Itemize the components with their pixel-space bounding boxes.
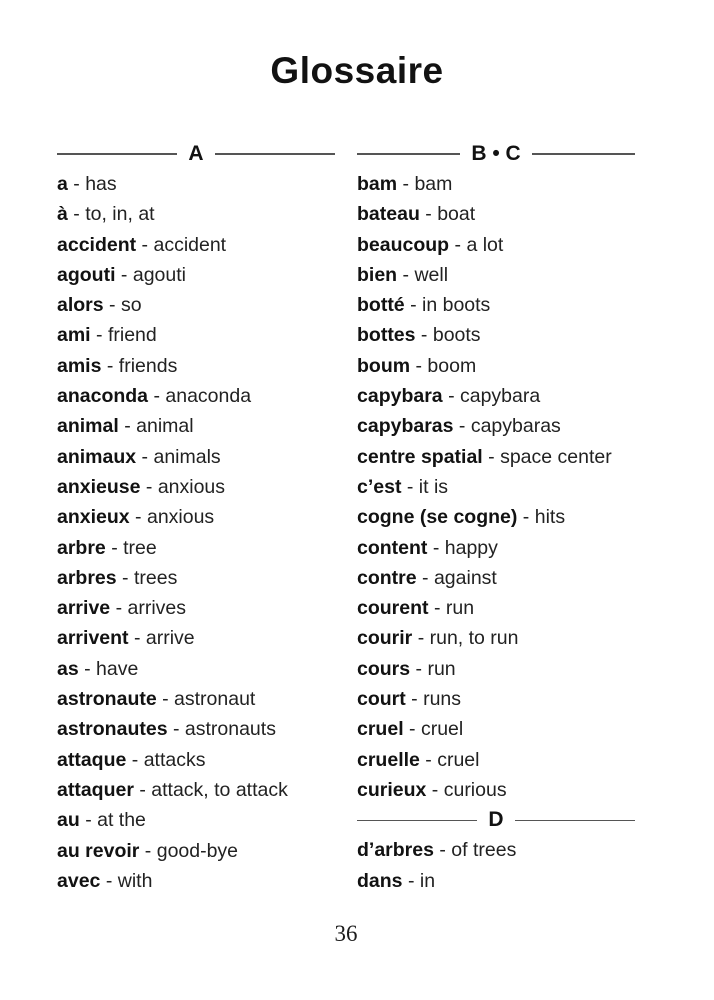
separator: - <box>115 597 123 620</box>
term-french: agouti <box>57 263 116 286</box>
term-french: curieux <box>357 778 427 801</box>
definition-english: accident <box>153 233 227 256</box>
glossary-entry <box>357 320 635 350</box>
separator: - <box>522 506 530 529</box>
definition-english: astronauts <box>184 718 276 741</box>
glossary-entry <box>57 563 335 593</box>
definition-english: capybara <box>459 385 541 408</box>
definition-english: in boots <box>422 294 491 317</box>
definition-english: animal <box>136 415 194 438</box>
term-french: animaux <box>57 445 137 468</box>
definition-english: so <box>120 294 142 317</box>
glossary-entry <box>57 684 335 714</box>
term-french: bam <box>357 173 398 195</box>
glossary-entry <box>357 775 635 805</box>
separator: - <box>109 294 116 317</box>
glossary-entry <box>57 472 335 502</box>
definition-english: at the <box>97 809 146 832</box>
glossary-entry <box>357 866 635 896</box>
separator: - <box>85 809 92 832</box>
definition-english: arrives <box>127 597 186 620</box>
glossary-entry <box>57 866 335 896</box>
term-french: anaconda <box>57 385 149 408</box>
definition-english: astronaut <box>174 688 256 711</box>
term-french: anxieuse <box>57 475 141 498</box>
glossary-entry <box>357 290 635 320</box>
glossary-entry <box>57 290 335 320</box>
term-french: dans <box>357 869 403 892</box>
glossary-entry <box>57 169 335 199</box>
column-a <box>57 139 335 896</box>
separator: - <box>122 566 129 589</box>
separator: - <box>133 627 141 650</box>
separator: - <box>162 688 169 711</box>
separator: - <box>141 233 149 256</box>
term-french: court <box>357 688 406 711</box>
definition-english: boots <box>432 324 481 347</box>
term-french: arrive <box>57 597 111 620</box>
term-french: boum <box>357 354 411 377</box>
definition-english: to, in, at <box>85 203 155 226</box>
section-letter: A <box>188 142 204 165</box>
term-french: c’est <box>357 475 402 498</box>
glossary-entry <box>57 320 335 350</box>
term-french: as <box>57 657 79 680</box>
column-bc <box>357 139 635 896</box>
definition-english: attack, to attack <box>151 778 288 801</box>
definition-english: well <box>414 263 449 286</box>
separator: - <box>145 475 153 498</box>
separator: - <box>106 354 114 377</box>
separator: - <box>432 536 440 559</box>
term-french: botté <box>357 294 405 317</box>
term-french: d’arbres <box>357 839 434 862</box>
definition-english: attacks <box>143 748 206 771</box>
separator: - <box>420 324 428 347</box>
glossary-entry <box>57 411 335 441</box>
glossary-entry <box>57 533 335 563</box>
glossary-entry <box>57 351 335 381</box>
term-french: cruel <box>357 718 404 741</box>
term-french: ami <box>57 324 91 347</box>
glossary-entry <box>357 623 635 653</box>
term-french: bateau <box>357 203 420 226</box>
separator: - <box>410 294 417 317</box>
definition-english: cruel <box>437 748 480 771</box>
glossary-entry <box>357 745 635 775</box>
glossary-entry <box>357 502 635 532</box>
definition-english: hits <box>534 506 566 529</box>
glossary-entry <box>57 775 335 805</box>
term-french: arrivent <box>57 627 129 650</box>
definition-english: of trees <box>451 839 517 862</box>
definition-english: against <box>433 566 497 589</box>
section-heading-bc <box>357 139 635 169</box>
term-french: courent <box>357 597 429 620</box>
heading-rule-left <box>357 153 460 154</box>
glossary-entry <box>357 230 635 260</box>
term-french: arbre <box>57 536 106 559</box>
separator: - <box>425 748 432 771</box>
separator: - <box>431 778 439 801</box>
definition-english: tree <box>123 536 157 559</box>
section-letter: B • C <box>471 142 521 165</box>
definition-english: happy <box>444 536 498 559</box>
definition-english: run <box>445 597 475 620</box>
separator: - <box>402 173 410 195</box>
separator: - <box>433 597 441 620</box>
separator: - <box>406 475 414 498</box>
separator: - <box>111 536 118 559</box>
heading-rule-right <box>532 153 635 154</box>
separator: - <box>96 324 103 347</box>
section-heading-a <box>57 139 335 169</box>
definition-english: has <box>85 173 117 195</box>
definition-english: animals <box>153 445 221 468</box>
glossary-entry <box>357 684 635 714</box>
glossary-entry <box>57 593 335 623</box>
separator: - <box>73 173 80 195</box>
heading-rule-left <box>357 820 477 821</box>
glossary-entry <box>357 351 635 381</box>
separator: - <box>131 748 139 771</box>
definition-english: boat <box>437 203 476 226</box>
definition-english: curious <box>443 778 507 801</box>
separator: - <box>448 385 455 408</box>
term-french: capybaras <box>357 415 454 438</box>
page-number: 36 <box>334 921 358 946</box>
definition-english: friends <box>118 354 178 377</box>
heading-rule-right <box>515 820 635 821</box>
term-french: anxieux <box>57 506 130 529</box>
term-french: cours <box>357 657 411 680</box>
page-title: Glossaire <box>270 50 444 91</box>
definition-english: boom <box>427 354 477 377</box>
separator: - <box>439 839 446 862</box>
separator: - <box>144 839 152 862</box>
definition-english: space center <box>500 445 612 468</box>
term-french: attaque <box>57 748 127 771</box>
separator: - <box>120 263 128 286</box>
term-french: centre spatial <box>357 445 483 468</box>
heading-rule-left <box>57 153 177 154</box>
glossary-entry <box>357 563 635 593</box>
heading-rule-right <box>215 153 335 154</box>
separator: - <box>402 263 410 286</box>
term-french: alors <box>57 294 104 317</box>
separator: - <box>135 506 142 529</box>
glossary-entry <box>57 381 335 411</box>
term-french: bien <box>357 263 398 286</box>
glossary-entry <box>57 836 335 866</box>
definition-english: it is <box>418 475 449 498</box>
definition-english: cruel <box>420 718 464 741</box>
definition-english: a lot <box>466 233 504 256</box>
definition-english: anaconda <box>165 385 252 408</box>
separator: - <box>172 718 180 741</box>
term-french: a <box>57 173 68 195</box>
separator: - <box>153 385 160 408</box>
definition-english: capybaras <box>470 415 561 438</box>
term-french: astronautes <box>57 718 168 741</box>
glossary-entry <box>357 533 635 563</box>
section-letter: D <box>488 808 504 832</box>
glossary-entry <box>57 745 335 775</box>
definition-english: run <box>427 657 456 680</box>
definition-english: good-bye <box>156 839 239 862</box>
glossary-entry <box>357 654 635 684</box>
definition-english: arrive <box>145 627 195 650</box>
glossary-entry <box>57 199 335 229</box>
term-french: cruelle <box>357 748 420 771</box>
glossary-entry <box>57 442 335 472</box>
glossary-entry <box>357 411 635 441</box>
glossary-entry <box>57 230 335 260</box>
glossary-entry <box>357 593 635 623</box>
separator: - <box>422 566 429 589</box>
separator: - <box>105 869 113 892</box>
separator: - <box>407 869 415 892</box>
separator: - <box>488 445 495 468</box>
definition-english: bam <box>414 173 453 195</box>
definition-english: anxious <box>157 475 226 498</box>
separator: - <box>124 415 131 438</box>
separator: - <box>454 233 462 256</box>
glossary-entry <box>357 260 635 290</box>
term-french: arbres <box>57 566 117 589</box>
term-french: bottes <box>357 324 416 347</box>
term-french: avec <box>57 869 101 892</box>
separator: - <box>409 718 416 741</box>
separator: - <box>84 657 91 680</box>
glossary-entry <box>57 623 335 653</box>
term-french: courir <box>357 627 413 650</box>
separator: - <box>411 688 418 711</box>
term-french: amis <box>57 354 102 377</box>
term-french: beaucoup <box>357 233 450 256</box>
glossary-entry <box>357 472 635 502</box>
term-french: au revoir <box>57 839 140 862</box>
term-french: astronaute <box>57 688 157 711</box>
glossary-entry <box>57 805 335 835</box>
separator: - <box>458 415 466 438</box>
term-french: attaquer <box>57 778 134 801</box>
separator: - <box>425 203 432 226</box>
separator: - <box>139 778 146 801</box>
glossary-entry <box>357 381 635 411</box>
definition-english: trees <box>133 566 178 589</box>
glossary-entry <box>57 502 335 532</box>
term-french: contre <box>357 566 417 589</box>
definition-english: anxious <box>146 506 215 529</box>
definition-english: run, to run <box>429 627 519 650</box>
separator: - <box>141 445 149 468</box>
separator: - <box>415 657 423 680</box>
term-french: au <box>57 809 80 832</box>
glossary-entry <box>57 260 335 290</box>
term-french: à <box>57 203 68 226</box>
term-french: cogne (se cogne) <box>357 506 518 529</box>
definition-english: runs <box>423 688 462 711</box>
separator: - <box>415 354 422 377</box>
glossary-entry <box>357 199 635 229</box>
glossary-entry <box>357 835 635 865</box>
definition-english: agouti <box>132 263 186 286</box>
term-french: content <box>357 536 428 559</box>
glossary-entry <box>357 442 635 472</box>
definition-english: have <box>96 657 139 680</box>
separator: - <box>73 203 80 226</box>
glossary-entry <box>357 714 635 744</box>
term-french: accident <box>57 233 137 256</box>
separator: - <box>417 627 425 650</box>
section-heading-d <box>357 805 635 835</box>
glossary-entry <box>57 654 335 684</box>
term-french: capybara <box>357 385 443 408</box>
glossary-entry <box>357 169 635 199</box>
definition-english: friend <box>107 324 157 347</box>
definition-english: in <box>419 869 436 892</box>
term-french: animal <box>57 415 119 438</box>
glossary-entry <box>57 714 335 744</box>
definition-english: with <box>117 869 153 892</box>
